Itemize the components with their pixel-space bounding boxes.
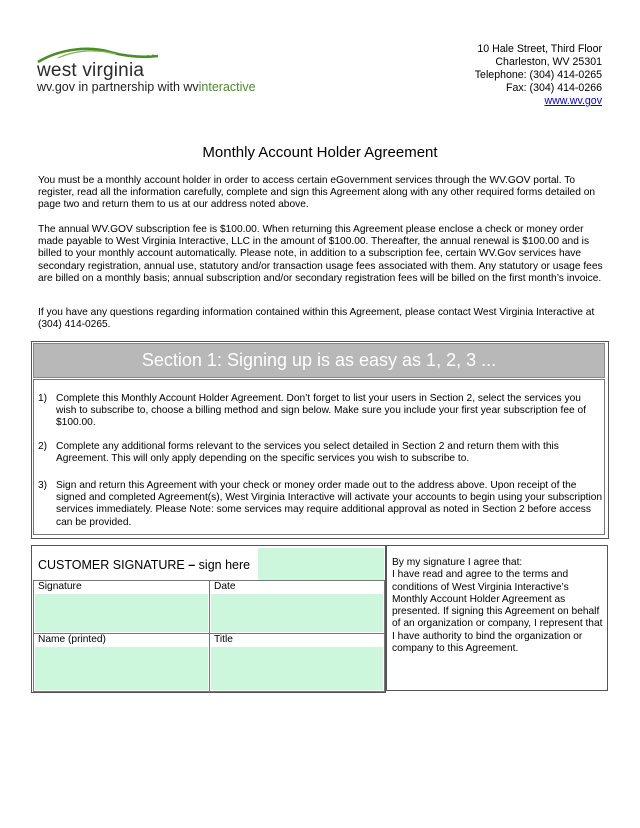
- signature-cell: [33, 580, 210, 634]
- date-label: Date: [214, 581, 236, 592]
- signature-heading-sub: sign here: [195, 558, 251, 572]
- list-item-text: Complete any additional forms relevant to the services you select detailed in Section 2 and return them with this Agreement. This will only apply depending on the specific services you wish to subscribe to.: [56, 441, 559, 465]
- intro-paragraph: You must be a monthly account holder in order to access certain eGovernment services through the WV.GOV portal. To register, read all the information carefully, complete and sign this Agreement along with any other required forms detailed on page two and return them to us at our address noted above.: [38, 175, 596, 211]
- address-city: Charleston, WV 25301: [495, 56, 602, 68]
- address-street: 10 Hale Street, Third Floor: [477, 43, 602, 55]
- address-telephone: Telephone: (304) 414-0265: [474, 69, 602, 81]
- name-field[interactable]: [35, 647, 208, 690]
- contact-paragraph: If you have any questions regarding information contained within this Agreement, please contact West Virginia Interactive at (304) 414-0265.: [38, 307, 595, 331]
- list-item-text: Sign and return this Agreement with your check or money order made out to the address above. Upon receipt of the signed and completed Agreement(s), West Virginia Interactive will activate your accounts to begin using your subscription services immediately. Please Note: some services may require additional approval as noted in Section 2 before access can be provided.: [56, 480, 603, 528]
- date-field[interactable]: [211, 594, 383, 632]
- section1-heading: Section 1: Signing up is as easy as 1, 2, 3 ...: [33, 343, 605, 378]
- address-block: [475, 43, 602, 108]
- name-label: Name (printed): [38, 634, 106, 645]
- logo-text: west virginia: [37, 60, 145, 81]
- signature-label: Signature: [38, 581, 82, 592]
- signature-heading: [38, 558, 250, 572]
- signature-field[interactable]: [35, 594, 208, 632]
- list-item-number: 1): [38, 393, 48, 404]
- list-item-number: 2): [38, 441, 48, 452]
- partner-prefix: wv.gov in partnership with: [37, 80, 184, 94]
- list-item: [38, 441, 603, 465]
- address-fax: Fax: (304) 414-0266: [506, 82, 602, 94]
- date-cell: [209, 580, 385, 634]
- list-item: [38, 393, 603, 430]
- title-label: Title: [214, 634, 233, 645]
- title-cell: [209, 633, 385, 692]
- signature-heading-main: CUSTOMER SIGNATURE: [38, 558, 189, 572]
- name-cell: [33, 633, 210, 692]
- partner-interactive: interactive: [198, 80, 256, 94]
- partner-line: [37, 80, 256, 94]
- signature-heading-dash: –: [188, 558, 196, 572]
- fee-paragraph: The annual WV.GOV subscription fee is $100.00. When returning this Agreement please enclose a check or money order made payable to West Virginia Interactive, LLC in the amount of $100.00. Thereafter, the annual renewal is $100.00 and is billed to your monthly account automatically. Please note, in addition to a subscription fee, certain WV.Gov services have secondary registration, annual use, statutory and/or transaction usage fees associated with them. Any statutory or usage fees are billed on a monthly basis; annual subscription and/or secondary registration fees will be billed on the first month’s invoice.: [38, 224, 603, 284]
- title-field[interactable]: [211, 647, 383, 690]
- list-item-number: 3): [38, 480, 48, 491]
- partner-wv: wv: [183, 80, 199, 94]
- signature-highlight: [258, 548, 384, 580]
- list-item: [38, 480, 603, 529]
- website-link[interactable]: www.wv.gov: [544, 95, 602, 107]
- document-title: Monthly Account Holder Agreement: [202, 144, 438, 161]
- agreement-text: By my signature I agree that: I have read and agree to the terms and conditions of West Virginia Interactive’s Monthly Account Holder Agreement as presented. If signing this Agreement on behalf of an organization or company, I represent that I have authority to bind the organization or company to this Agreement.: [392, 557, 603, 655]
- list-item-text: Complete this Monthly Account Holder Agreement. Don’t forget to list your users in Section 2, select the services you wish to subscribe to, choose a billing method and sign below. Make sure you include your first year subscription fee of $100.00.: [56, 393, 587, 429]
